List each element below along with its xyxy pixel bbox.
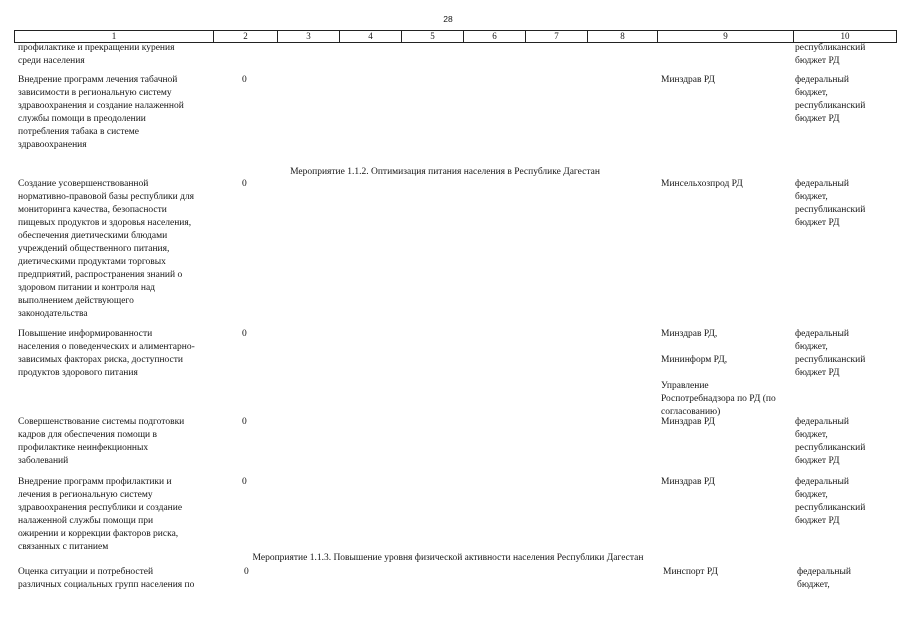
header-cell: 2: [213, 31, 277, 42]
row-name-line: Оценка ситуации и потребностей: [18, 567, 154, 577]
responsible-agency: [661, 416, 715, 429]
funding-line: республиканский: [795, 205, 866, 215]
funding-line: бюджет РД: [795, 56, 840, 66]
funding-line: федеральный: [795, 75, 849, 85]
row-name-line: населения о поведенческих и алиментарно-: [18, 342, 195, 352]
row-name: [18, 328, 195, 380]
table-row: [0, 42, 905, 66]
responsible-agency: [661, 476, 715, 489]
row-name-line: службы помощи в преодолении: [18, 114, 146, 124]
section-title: Мероприятие 1.1.2. Оптимизация питания населения в Республике Дагестан: [290, 167, 600, 177]
funding-line: бюджет РД: [795, 516, 840, 526]
table-row: [0, 74, 905, 150]
row-name-line: нормативно-правовой базы республики для: [18, 192, 195, 202]
header-cell: 4: [339, 31, 401, 42]
agency-entry: [661, 380, 776, 419]
table-row: [0, 476, 905, 552]
row-name-line: законодательства: [18, 309, 88, 319]
header-cell: 9: [657, 31, 793, 42]
funding-line: бюджет РД: [795, 368, 840, 378]
funding-line: республиканский: [795, 101, 866, 111]
row-name-line: здравоохранения и создание налаженной: [18, 101, 184, 111]
row-name: [18, 74, 184, 152]
funding-line: федеральный: [795, 179, 849, 189]
agency-line: Роспотребнадзора по РД (по: [661, 394, 776, 404]
row-name-line: Совершенствование системы подготовки: [18, 417, 185, 427]
funding-line: бюджет РД: [795, 114, 840, 124]
funding-line: федеральный: [795, 329, 849, 339]
header-cell: 8: [587, 31, 657, 42]
row-value: 0: [244, 567, 249, 577]
agency-entry: [661, 354, 727, 367]
row-name-line: продуктов здорового питания: [18, 368, 138, 378]
row-name-line: среди населения: [18, 56, 85, 66]
row-name-line: потребления табака в системе: [18, 127, 139, 137]
row-name-line: кадров для обеспечения помощи в: [18, 430, 157, 440]
row-name-line: диетическими продуктами торговых: [18, 257, 166, 267]
row-name-line: зависимости в региональную систему: [18, 88, 172, 98]
row-name-line: профилактике неинфекционных: [18, 443, 149, 453]
header-cell: 3: [277, 31, 339, 42]
row-name-line: обеспечения диетическими блюдами: [18, 231, 168, 241]
agency-line: Минздрав РД: [661, 417, 715, 427]
header-cell: 1: [111, 31, 117, 41]
row-name-line: выполнением действующего: [18, 296, 134, 306]
funding-line: федеральный: [795, 417, 849, 427]
row-name: [18, 42, 174, 68]
table-row: [0, 178, 905, 319]
page-number: 28: [443, 14, 453, 24]
responsible-agency: [661, 178, 743, 191]
funding-line: бюджет,: [795, 88, 828, 98]
funding-line: бюджет РД: [795, 456, 840, 466]
row-name: [18, 178, 194, 321]
row-name-line: ожирении и коррекции факторов риска,: [18, 529, 179, 539]
row-name-line: пищевых продуктов и здоровья населения,: [18, 218, 192, 228]
funding-line: бюджет РД: [795, 218, 840, 228]
row-value: 0: [242, 75, 247, 85]
row-name-line: лечения в региональную систему: [18, 490, 153, 500]
funding-source: [795, 74, 865, 126]
row-name: [18, 416, 184, 468]
responsible-agency: [663, 566, 718, 579]
row-name-line: Повышение информированности: [18, 329, 153, 339]
agency-line: Минздрав РД: [661, 75, 715, 85]
row-name-line: связанных с питанием: [18, 542, 109, 552]
row-name-line: предприятий, распространения знаний о: [18, 270, 183, 280]
funding-line: бюджет,: [795, 192, 828, 202]
header-cell: 5: [401, 31, 463, 42]
row-name: [18, 476, 182, 554]
row-name-line: здоровом питании и контроля над: [18, 283, 156, 293]
agency-line: Минздрав РД,: [661, 329, 718, 339]
funding-source: [795, 328, 865, 380]
funding-line: республиканский: [795, 355, 866, 365]
funding-source: [795, 178, 865, 230]
row-value: 0: [242, 329, 247, 339]
funding-line: республиканский: [795, 43, 866, 53]
agency-line: Минсельхозпрод РД: [661, 179, 743, 189]
funding-line: республиканский: [795, 443, 866, 453]
row-name-line: Внедрение программ профилактики и: [18, 477, 172, 487]
funding-line: федеральный: [795, 477, 849, 487]
table-row: [0, 328, 905, 417]
responsible-agency: [661, 74, 715, 87]
funding-source: [795, 476, 865, 528]
row-name-line: различных социальных групп населения по: [18, 580, 195, 590]
funding-line: бюджет,: [795, 342, 828, 352]
funding-source: [795, 42, 865, 68]
funding-source: [797, 566, 851, 592]
agency-line: Управление: [661, 381, 709, 391]
agency-line: согласованию): [661, 407, 721, 417]
row-name-line: здравоохранения республики и создание: [18, 503, 183, 513]
agency-line: Минздрав РД: [661, 477, 715, 487]
agency-entry: [661, 328, 717, 341]
row-name-line: налаженной службы помощи при: [18, 516, 154, 526]
row-name: [18, 566, 194, 592]
table-row: [0, 416, 905, 466]
row-name-line: мониторинга качества, безопасности: [18, 205, 167, 215]
funding-line: бюджет,: [797, 580, 830, 590]
row-name-line: зависимых факторах риска, доступности: [18, 355, 183, 365]
row-name-line: заболеваний: [18, 456, 69, 466]
row-value: 0: [242, 477, 247, 487]
agency-line: Мининформ РД,: [661, 355, 728, 365]
row-name-line: учреждений общественного питания,: [18, 244, 170, 254]
row-value: 0: [242, 179, 247, 189]
funding-source: [795, 416, 865, 468]
funding-line: федеральный: [797, 567, 851, 577]
row-name-line: здравоохранения: [18, 140, 87, 150]
table-row: [0, 566, 905, 590]
row-name-line: Внедрение программ лечения табачной: [18, 75, 178, 85]
row-name-line: профилактике и прекращении курения: [18, 43, 175, 53]
agency-line: Минспорт РД: [663, 567, 718, 577]
funding-line: республиканский: [795, 503, 866, 513]
header-cell: 6: [463, 31, 525, 42]
header-cell: 7: [525, 31, 587, 42]
section-title: Мероприятие 1.1.3. Повышение уровня физической активности населения Республики Дагестан: [252, 553, 644, 563]
header-cell: 10: [793, 31, 896, 42]
funding-line: бюджет,: [795, 490, 828, 500]
row-value: 0: [242, 417, 247, 427]
funding-line: бюджет,: [795, 430, 828, 440]
row-name-line: Создание усовершенствованной: [18, 179, 149, 189]
